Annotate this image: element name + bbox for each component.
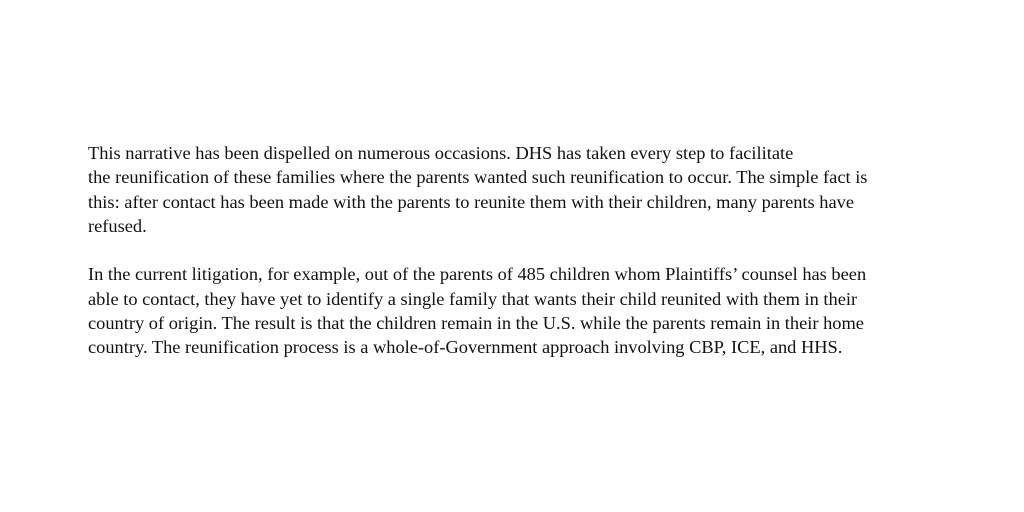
paragraph-1 <box>88 141 938 238</box>
text-line: In the current litigation, for example, out of the parents of 485 children whom Plaintiffs’ counsel has been <box>88 264 867 285</box>
text-line: country of origin. The result is that the children remain in the U.S. while the parents remain in their home <box>88 313 864 334</box>
text-line: the reunification of these families where the parents wanted such reunification to occur. The simple fact is <box>88 167 868 188</box>
paragraph-2 <box>88 262 938 359</box>
document-body <box>88 141 938 360</box>
text-line: able to contact, they have yet to identify a single family that wants their child reunited with them in their <box>88 288 858 309</box>
text-line: refused. <box>88 215 147 236</box>
text-line: This narrative has been dispelled on numerous occasions. DHS has taken every step to facilitate <box>88 143 794 163</box>
text-line: country. The reunification process is a whole-of-Government approach involving CBP, ICE, and HHS. <box>88 337 843 358</box>
text-line: this: after contact has been made with the parents to reunite them with their children, many parents have <box>88 191 855 212</box>
